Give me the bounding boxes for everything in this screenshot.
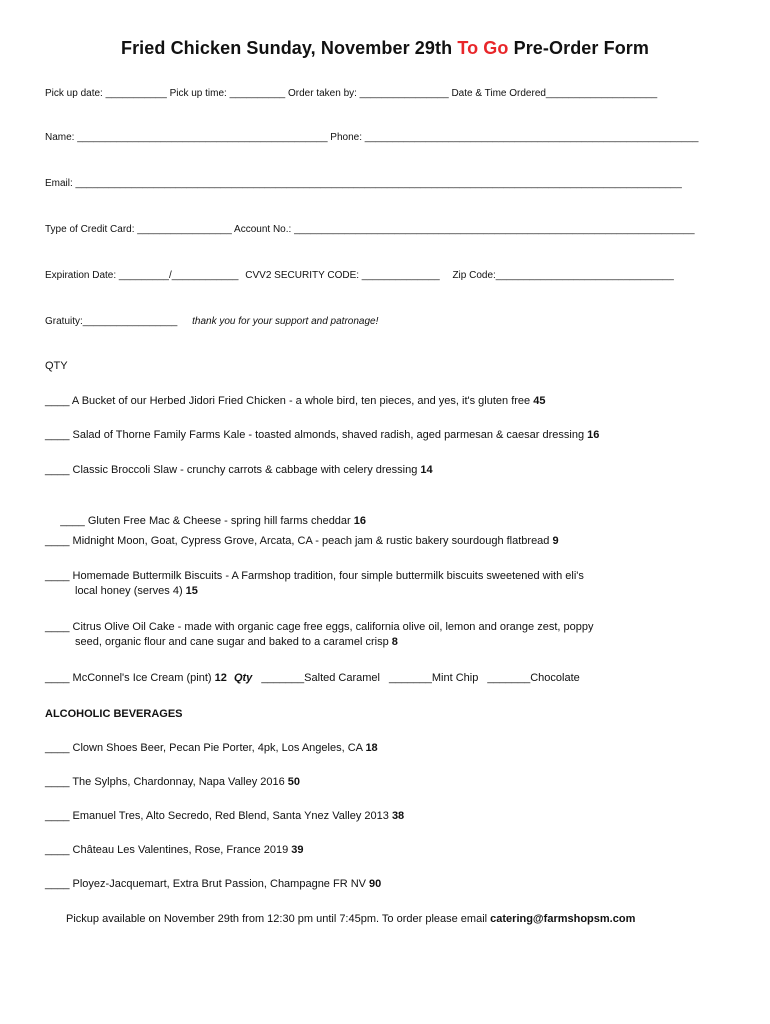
row-expiration: [45, 270, 674, 281]
menu-item-price: 16: [587, 429, 600, 441]
menu-item-price: 12: [214, 672, 227, 684]
menu-item-text: ____ Clown Shoes Beer, Pecan Pie Porter, 4pk, Los Angeles, CA: [45, 742, 366, 754]
pickup-time-field[interactable]: Pick up time: __________: [169, 88, 286, 99]
menu-item-beer[interactable]: [45, 741, 378, 756]
title-part-1: Fried Chicken Sunday, November 29th: [120, 38, 458, 58]
menu-item-text: ____ McConnel's Ice Cream (pint): [45, 672, 215, 684]
menu-item-champagne[interactable]: [45, 877, 381, 892]
menu-item-rose[interactable]: [45, 843, 304, 858]
menu-item-text: ____ Homemade Buttermilk Biscuits - A Farmshop tradition, four simple buttermilk biscuits sweetened with eli's: [45, 570, 584, 582]
date-time-ordered-field[interactable]: Date & Time Ordered____________________: [451, 88, 658, 99]
thanks-note: thank you for your support and patronage!: [192, 316, 379, 327]
order-taken-by-field[interactable]: Order taken by: ________________: [287, 88, 449, 99]
expiration-date-field[interactable]: Expiration Date: _________/____________: [45, 270, 239, 281]
ice-cream-qty-label: Qty: [233, 672, 253, 684]
menu-item-broccoli-slaw[interactable]: [45, 463, 433, 478]
menu-item-red-blend[interactable]: [45, 809, 404, 824]
menu-item-text: ____ Château Les Valentines, Rose, France 2019: [45, 844, 292, 856]
account-number-field[interactable]: Account No.: ________________________________________________________________________: [234, 224, 695, 235]
menu-item-text: ____ A Bucket of our Herbed Jidori Fried Chicken - a whole bird, ten pieces, and yes, it's gluten free: [45, 395, 534, 407]
pickup-footer: [66, 913, 635, 925]
gratuity-field[interactable]: Gratuity:_________________: [45, 316, 178, 327]
menu-item-text: ____ Citrus Olive Oil Cake - made with organic cage free eggs, california olive oil, lemon and orange zest, poppy: [45, 621, 594, 633]
menu-item-price: 16: [353, 515, 367, 527]
catering-email-link[interactable]: catering@farmshopsm.com: [490, 913, 636, 925]
menu-item-biscuits[interactable]: [45, 569, 584, 599]
qty-label: QTY: [45, 360, 68, 372]
email-field[interactable]: Email: _____________________________________________________________________________________________________________: [45, 178, 682, 189]
title-part-3: Pre-Order Form: [508, 38, 650, 58]
row-pickup-info: [45, 88, 657, 99]
pickup-date-field[interactable]: Pick up date: ___________: [45, 88, 167, 99]
menu-item-price: 39: [291, 844, 304, 856]
menu-item-price: 8: [391, 636, 398, 648]
menu-item-price: 90: [369, 878, 382, 890]
menu-item-price: 14: [420, 464, 433, 476]
menu-item-text: ____ Emanuel Tres, Alto Secredo, Red Blend, Santa Ynez Valley 2013: [45, 810, 392, 822]
menu-item-price: 15: [185, 585, 198, 597]
alcohol-heading: ALCOHOLIC BEVERAGES: [45, 708, 183, 720]
flavor-salted-caramel[interactable]: _______Salted Caramel: [261, 672, 380, 684]
menu-item-price: 50: [287, 776, 301, 788]
cvv-field[interactable]: CVV2 SECURITY CODE: ______________: [245, 270, 440, 281]
menu-item-price: 9: [552, 535, 559, 547]
menu-item-price: 45: [533, 395, 546, 407]
menu-item-midnight-moon[interactable]: [45, 534, 559, 549]
row-email: [45, 178, 682, 189]
name-field[interactable]: Name: _____________________________________________: [45, 132, 328, 143]
menu-item-ice-cream[interactable]: [45, 671, 580, 686]
row-card: [45, 224, 695, 235]
zip-code-field[interactable]: Zip Code:________________________________: [452, 270, 674, 281]
menu-item-chicken[interactable]: [45, 394, 545, 409]
menu-item-text: ____ Ployez-Jacquemart, Extra Brut Passion, Champagne FR NV: [45, 878, 370, 890]
menu-item-price: 38: [391, 810, 405, 822]
menu-item-kale-salad[interactable]: [45, 428, 599, 443]
menu-item-text-cont: seed, organic flour and cane sugar and baked to a caramel crisp: [75, 636, 392, 648]
menu-item-text: ____ Salad of Thorne Family Farms Kale - toasted almonds, shaved radish, aged parmesan & caesar dressing: [45, 429, 588, 441]
flavor-chocolate[interactable]: _______Chocolate: [487, 672, 580, 684]
flavor-mint-chip[interactable]: _______Mint Chip: [389, 672, 479, 684]
footer-text: Pickup available on November 29th from 12:30 pm until 7:45pm. To order please email: [66, 913, 491, 925]
menu-item-text: ____ Classic Broccoli Slaw - crunchy carrots & cabbage with celery dressing: [45, 464, 421, 476]
card-type-field[interactable]: Type of Credit Card: _________________: [45, 224, 232, 235]
menu-item-text-cont: local honey (serves 4): [75, 585, 186, 597]
menu-item-chardonnay[interactable]: [45, 775, 300, 790]
row-name-phone: [45, 132, 698, 143]
menu-item-text: ____ The Sylphs, Chardonnay, Napa Valley 2016: [45, 776, 288, 788]
menu-item-price: 18: [365, 742, 378, 754]
phone-field[interactable]: Phone: ____________________________________________________________: [330, 132, 699, 143]
menu-item-text: ____ Gluten Free Mac & Cheese - spring hill farms cheddar: [57, 515, 354, 527]
page-title: [0, 38, 770, 59]
title-to-go: To Go: [457, 38, 509, 58]
row-gratuity: [45, 316, 378, 327]
menu-item-olive-oil-cake[interactable]: [45, 620, 593, 650]
menu-item-text: ____ Midnight Moon, Goat, Cypress Grove, Arcata, CA - peach jam & rustic bakery sourdough flatbread: [45, 535, 553, 547]
